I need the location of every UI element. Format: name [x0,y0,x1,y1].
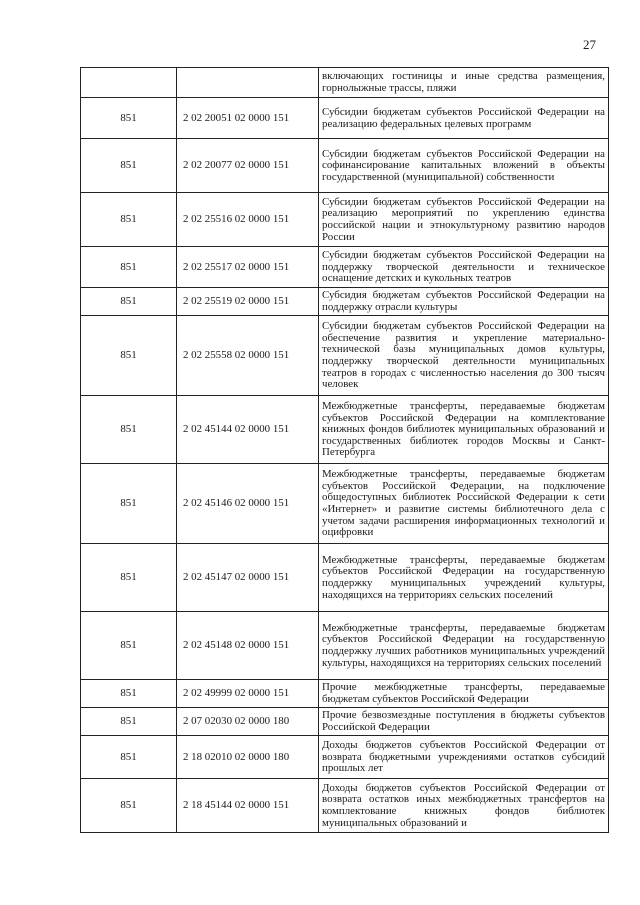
budget-code-cell: 2 18 02010 02 0000 180 [177,736,319,779]
description-cell: Прочие безвозмездные поступления в бюджеты субъектов Российской Федерации [319,708,609,736]
table-row [81,316,609,396]
admin-code-cell: 851 [81,316,177,396]
budget-code-cell: 2 02 45146 02 0000 151 [177,464,319,544]
budget-code-cell: 2 18 45144 02 0000 151 [177,779,319,833]
description-cell: Субсидии бюджетам субъектов Российской Федерации на реализацию федеральных целевых программ [319,98,609,139]
page-number: 27 [583,37,596,52]
table-row [81,736,609,779]
table-row [81,544,609,612]
revenue-codes-table [80,67,609,833]
admin-code-cell: 851 [81,288,177,316]
admin-code-cell: 851 [81,139,177,193]
admin-code-cell: 851 [81,736,177,779]
budget-code-cell: 2 02 25517 02 0000 151 [177,247,319,288]
budget-code-cell: 2 02 20077 02 0000 151 [177,139,319,193]
budget-code-cell: 2 02 45147 02 0000 151 [177,544,319,612]
description-cell: Субсидии бюджетам субъектов Российской Федерации на реализацию мероприятий по укреплению единства российской нации и этнокультурному развитию народов России [319,193,609,247]
table-row [81,612,609,680]
budget-code-cell: 2 02 49999 02 0000 151 [177,680,319,708]
admin-code-cell: 851 [81,708,177,736]
admin-code-cell: 851 [81,779,177,833]
table-row [81,708,609,736]
admin-code-cell: 851 [81,247,177,288]
table-row [81,680,609,708]
table-row [81,464,609,544]
table-row [81,247,609,288]
description-cell: Прочие межбюджетные трансферты, передаваемые бюджетам субъектов Российской Федерации [319,680,609,708]
description-cell: Межбюджетные трансферты, передаваемые бюджетам субъектов Российской Федерации на государственную поддержку лучших работников муниципальных учреждений культуры, находящихся на территориях сельских поселений [319,612,609,680]
description-cell: включающих гостиницы и иные средства размещения, горнолыжные трассы, пляжи [319,68,609,98]
budget-code-cell: 2 02 25519 02 0000 151 [177,288,319,316]
admin-code-cell: 851 [81,680,177,708]
admin-code-cell: 851 [81,464,177,544]
budget-code-cell: 2 02 45148 02 0000 151 [177,612,319,680]
description-cell: Доходы бюджетов субъектов Российской Федерации от возврата остатков иных межбюджетных трансфертов на комплектование книжных фондов библиотек муниципальных образований и [319,779,609,833]
description-cell: Субсидия бюджетам субъектов Российской Федерации на поддержку отрасли культуры [319,288,609,316]
table-row [81,288,609,316]
description-cell: Субсидии бюджетам субъектов Российской Федерации на поддержку творческой деятельности и техническое оснащение детских и кукольных театров [319,247,609,288]
admin-code-cell: 851 [81,544,177,612]
description-cell: Межбюджетные трансферты, передаваемые бюджетам субъектов Российской Федерации на государственную поддержку муниципальных учреждений культуры, находящихся на территориях сельских поселений [319,544,609,612]
description-cell: Межбюджетные трансферты, передаваемые бюджетам субъектов Российской Федерации, на подключение общедоступных библиотек Российской Федерации к сети «Интернет» и развитие системы библиотечного дела с учетом задачи расширения информационных технологий и оцифровки [319,464,609,544]
budget-code-cell: 2 02 45144 02 0000 151 [177,396,319,464]
table-row [81,139,609,193]
admin-code-cell [81,68,177,98]
table-row [81,68,609,98]
description-cell: Субсидии бюджетам субъектов Российской Федерации на обеспечение развития и укрепление материально-технической базы муниципальных домов культуры, поддержку творческой деятельности муниципальных театров в городах с численностью населения до 300 тысяч человек [319,316,609,396]
budget-code-cell: 2 02 25558 02 0000 151 [177,316,319,396]
table-row [81,396,609,464]
table-row [81,98,609,139]
table-row [81,193,609,247]
admin-code-cell: 851 [81,98,177,139]
admin-code-cell: 851 [81,193,177,247]
admin-code-cell: 851 [81,396,177,464]
budget-code-cell: 2 02 20051 02 0000 151 [177,98,319,139]
description-cell: Межбюджетные трансферты, передаваемые бюджетам субъектов Российской Федерации на комплектование книжных фондов библиотек муниципальных образований и государственных библиотек городов Москвы и Санкт-Петербурга [319,396,609,464]
table-row [81,779,609,833]
budget-code-cell [177,68,319,98]
description-cell: Субсидии бюджетам субъектов Российской Федерации на софинансирование капитальных вложений в объекты государственной (муниципальной) собственности [319,139,609,193]
budget-code-cell: 2 02 25516 02 0000 151 [177,193,319,247]
budget-code-cell: 2 07 02030 02 0000 180 [177,708,319,736]
admin-code-cell: 851 [81,612,177,680]
description-cell: Доходы бюджетов субъектов Российской Федерации от возврата бюджетными учреждениями остатков субсидий прошлых лет [319,736,609,779]
